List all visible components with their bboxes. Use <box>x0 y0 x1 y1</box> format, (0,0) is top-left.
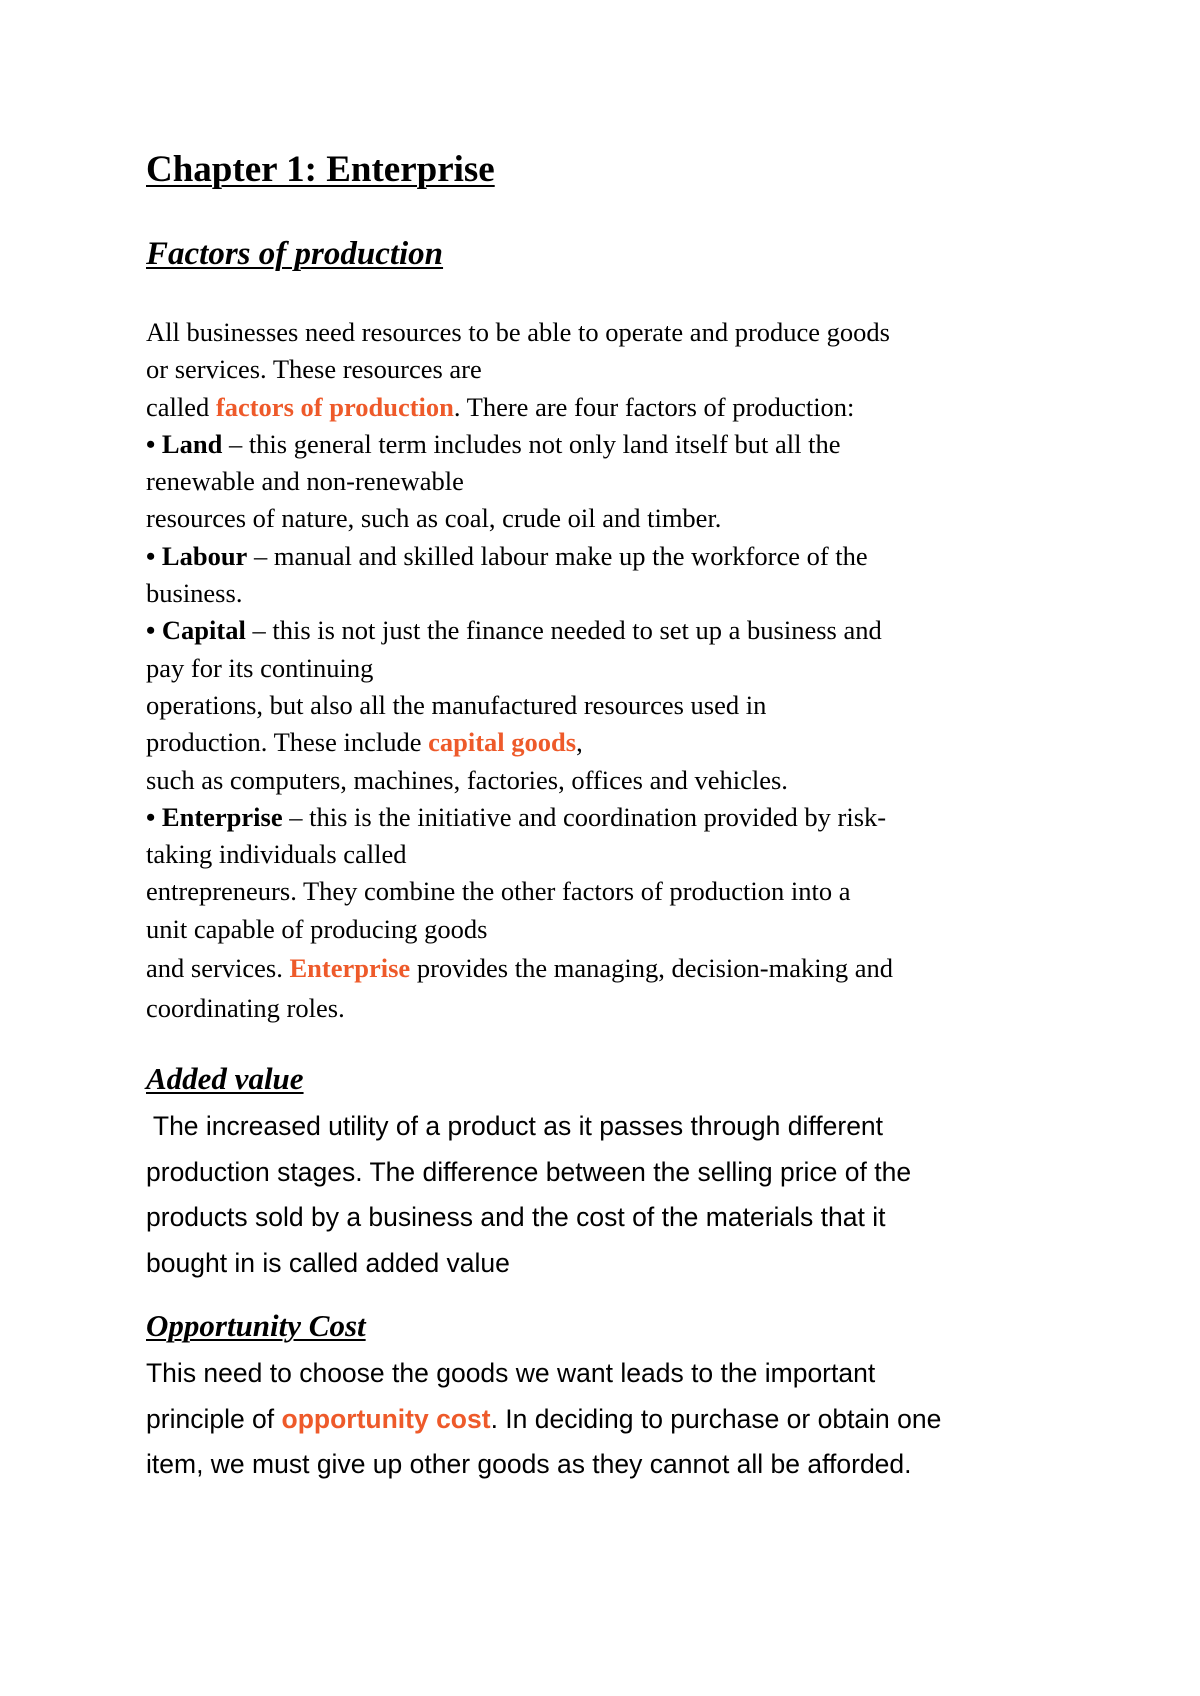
intro-text: called <box>146 391 216 422</box>
intro-line: All businesses need resources to be able to operate and produce goods <box>146 317 890 347</box>
highlight-factors-of-production: factors of production <box>215 391 454 422</box>
bullet-text: , <box>576 727 583 758</box>
bullet-enterprise-line: unit capable of producing goods <box>146 913 488 944</box>
term-capital: Capital <box>161 615 246 646</box>
bullet-capital-line: pay for its continuing <box>146 652 374 683</box>
bullet-marker: • <box>146 540 162 571</box>
bullet-text: – this is not just the finance needed to set up a business and <box>245 615 882 646</box>
factors-of-production-heading: Factors of production <box>146 236 444 272</box>
chapter-title: Chapter 1: Enterprise <box>146 149 495 190</box>
bullet-enterprise <box>146 799 1086 836</box>
term-labour: Labour <box>161 540 248 571</box>
term-enterprise: Enterprise <box>161 801 283 832</box>
highlight-opportunity-cost: opportunity cost <box>281 1403 491 1434</box>
added-value-heading: Added value <box>146 1061 304 1096</box>
opportunity-cost-line: item, we must give up other goods as they cannot all be afforded. <box>146 1449 912 1479</box>
bullet-marker: • <box>146 428 162 459</box>
bullet-labour <box>146 538 1086 575</box>
added-value-line: bought in is called added value <box>146 1247 510 1278</box>
bullet-marker: • <box>146 615 162 646</box>
term-land: Land <box>161 428 223 459</box>
intro-line <box>146 389 1086 426</box>
bullet-marker: • <box>146 801 162 832</box>
bullet-text: and services. <box>146 953 290 984</box>
highlight-enterprise: Enterprise <box>289 953 411 984</box>
bullet-capital-line: operations, but also all the manufactured resources used in <box>146 689 767 720</box>
added-value-line: The increased utility of a product as it passes through different <box>146 1111 884 1141</box>
bullet-capital-line: such as computers, machines, factories, offices and vehicles. <box>146 764 788 795</box>
bullet-text: production. These include <box>146 727 429 758</box>
highlight-capital-goods: capital goods <box>428 727 577 758</box>
bullet-enterprise-line: entrepreneurs. They combine the other factors of production into a <box>146 876 851 907</box>
bullet-enterprise-line: coordinating roles. <box>146 993 345 1024</box>
opportunity-cost-heading: Opportunity Cost <box>146 1308 366 1343</box>
added-value-body <box>146 1104 1086 1286</box>
bullet-land-line: renewable and non-renewable <box>146 466 464 497</box>
bullet-enterprise-line <box>146 948 1086 988</box>
opportunity-cost-line <box>146 1397 1086 1443</box>
bullet-capital-line <box>146 724 1086 761</box>
opportunity-cost-body <box>146 1351 1086 1488</box>
intro-line: or services. These resources are <box>146 354 482 385</box>
bullet-text: – manual and skilled labour make up the workforce of the <box>247 540 868 571</box>
bullet-capital <box>146 612 1086 649</box>
intro-text: . There are four factors of production: <box>453 391 855 422</box>
added-value-line: production stages. The difference between the selling price of the <box>146 1156 912 1187</box>
opportunity-cost-text: principle of <box>146 1403 282 1434</box>
bullet-enterprise-line: taking individuals called <box>146 839 407 870</box>
bullet-text: – this is the initiative and coordination provided by risk- <box>282 801 887 832</box>
bullet-land <box>146 426 1086 463</box>
added-value-line: products sold by a business and the cost of the materials that it <box>146 1202 886 1232</box>
bullet-text: – this general term includes not only land itself but all the <box>222 428 841 459</box>
bullet-labour-line: business. <box>146 578 243 609</box>
opportunity-cost-text: . In deciding to purchase or obtain one <box>490 1403 942 1434</box>
opportunity-cost-line: This need to choose the goods we want leads to the important <box>146 1358 876 1388</box>
bullet-land-line: resources of nature, such as coal, crude oil and timber. <box>146 503 722 534</box>
bullet-text: provides the managing, decision-making and <box>410 953 893 984</box>
factors-of-production-body <box>146 314 1086 1028</box>
